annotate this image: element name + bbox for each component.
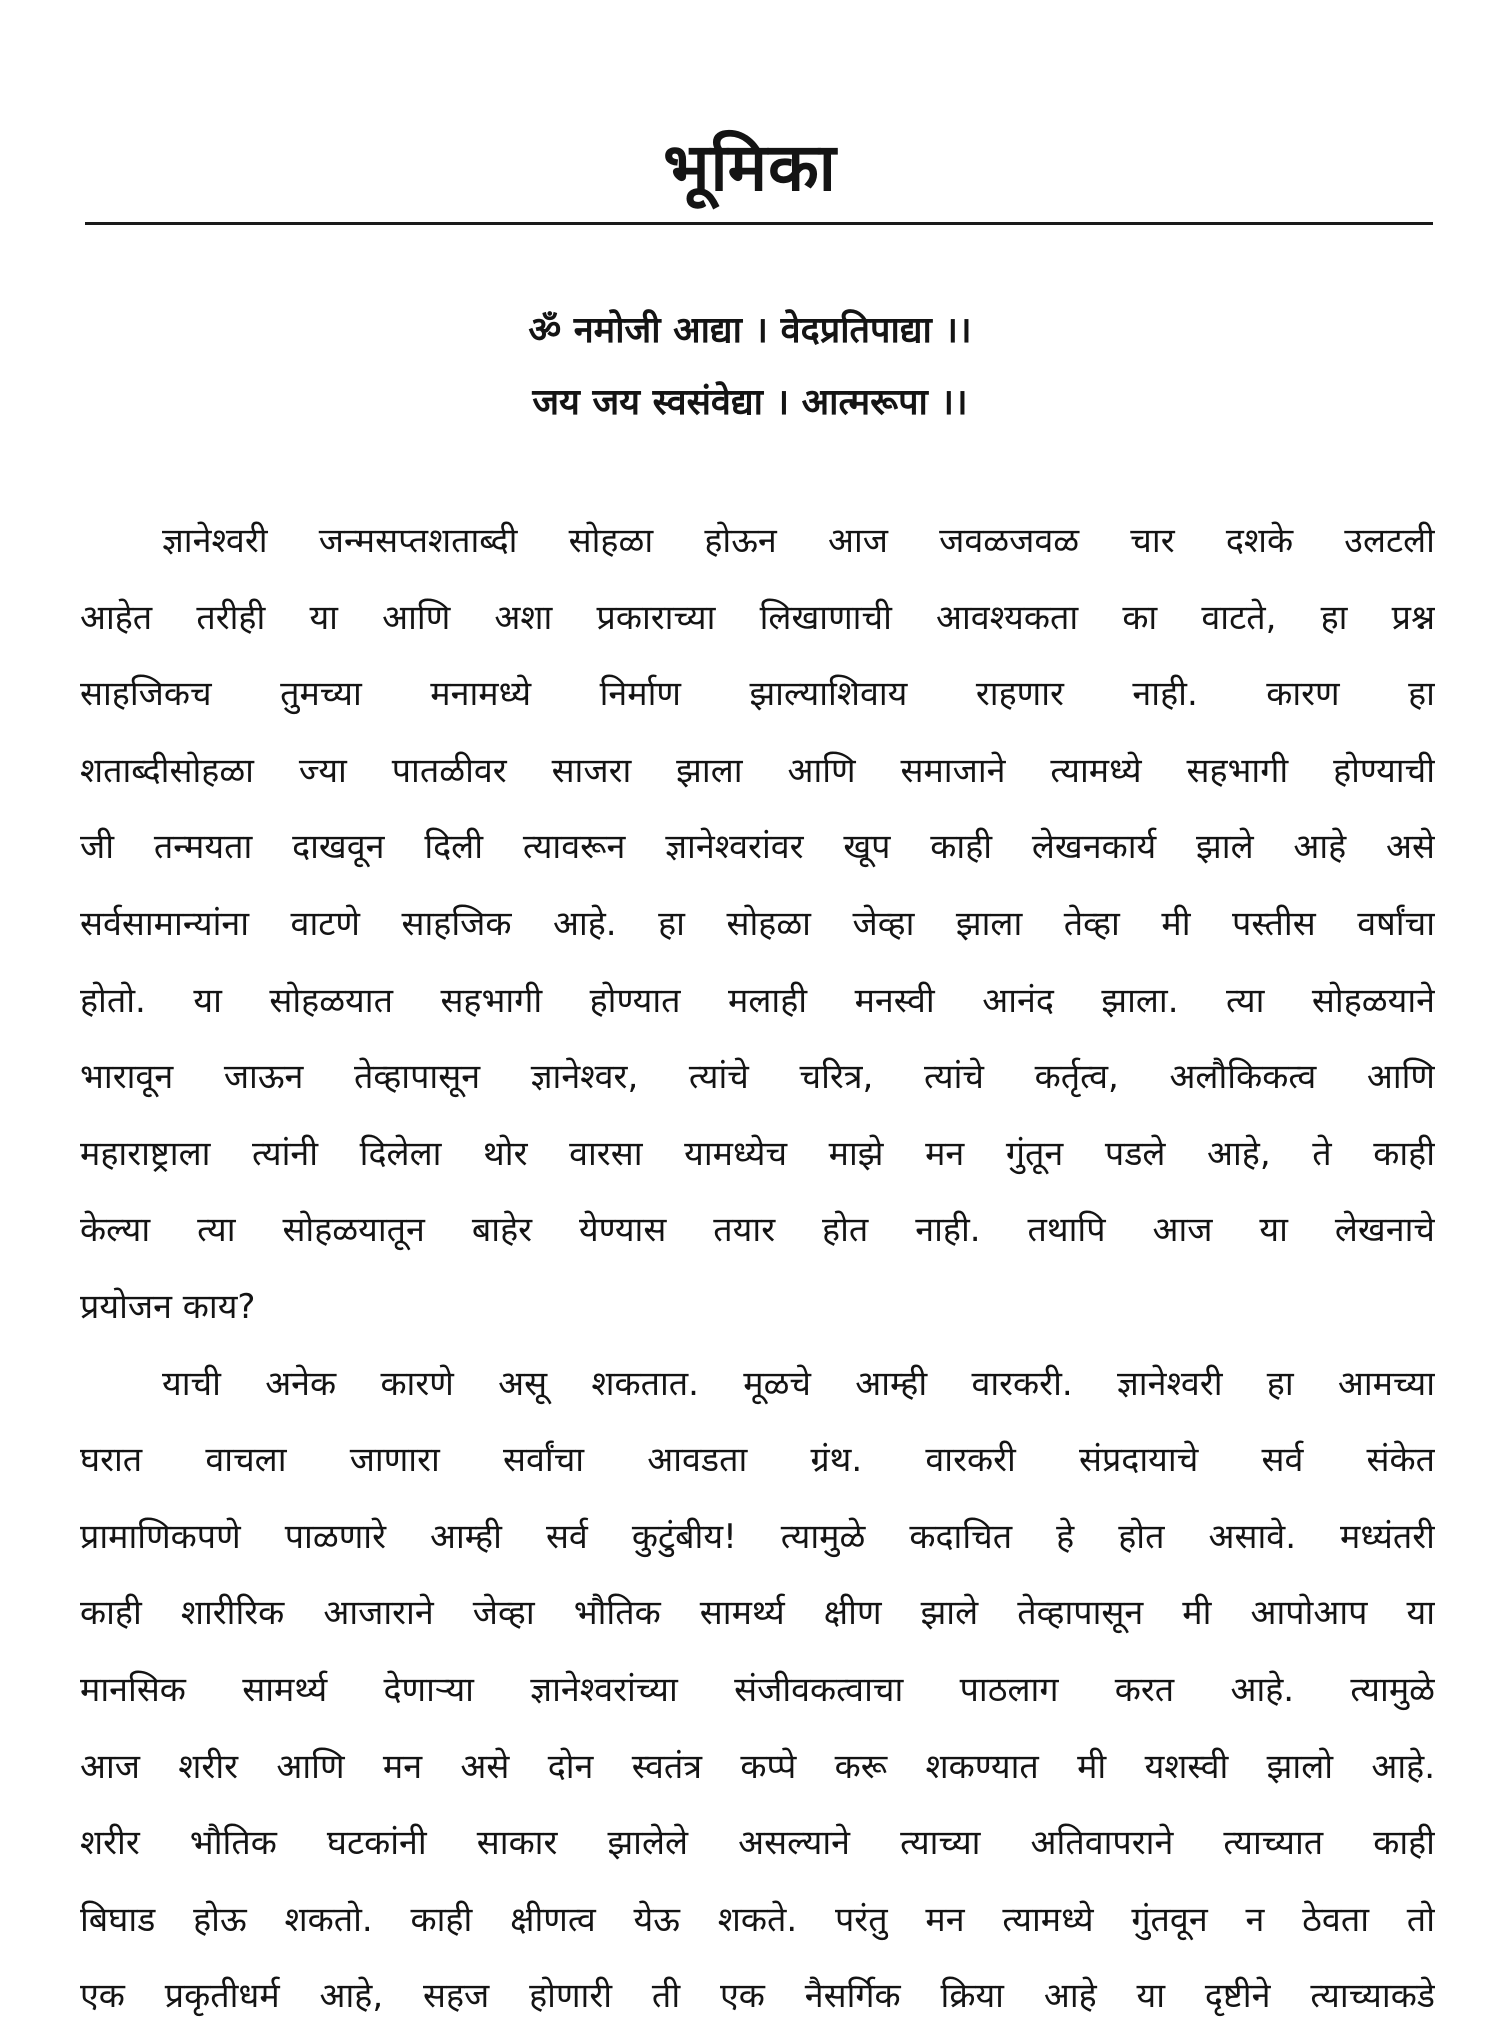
text-line: याची अनेक कारणे असू शकतात. मूळचे आम्ही वारकरी. ज्ञानेश्वरी हा आमच्या <box>162 1363 1435 1404</box>
text-line: बिघाड होऊ शकतो. काही क्षीणत्व येऊ शकते. परंतु मन त्यामध्ये गुंतवून न ठेवता तो <box>80 1899 1435 1940</box>
text-line: मानसिक सामर्थ्य देणाऱ्या ज्ञानेश्वरांच्या संजीवकत्वाचा पाठलाग करत आहे. त्यामुळे <box>80 1669 1435 1710</box>
paragraph-2 <box>80 1346 1435 2035</box>
text-line: केल्या त्या सोहळयातून बाहेर येण्यास तयार होत नाही. तथापि आज या लेखनाचे <box>80 1210 1435 1251</box>
text-line: घरात वाचला जाणारा सर्वांचा आवडता ग्रंथ. वारकरी संप्रदायाचे सर्व संकेत <box>80 1440 1435 1481</box>
text-line: साहजिकच तुमच्या मनामध्ये निर्माण झाल्याशिवाय राहणार नाही. कारण हा <box>80 674 1435 715</box>
text-line: आज शरीर आणि मन असे दोन स्वतंत्र कप्पे करू शकण्यात मी यशस्वी झालो आहे. <box>80 1746 1435 1787</box>
text-line: महाराष्ट्राला त्यांनी दिलेला थोर वारसा यामध्येच माझे मन गुंतून पडले आहे, ते काही <box>80 1133 1435 1174</box>
text-line: भारावून जाऊन तेव्हापासून ज्ञानेश्वर, त्यांचे चरित्र, त्यांचे कर्तृत्व, अलौकिकत्व आणि <box>80 1057 1435 1098</box>
chapter-title: भूमिका <box>663 129 837 206</box>
text-line: शताब्दीसोहळा ज्या पातळीवर साजरा झाला आणि समाजाने त्यामध्ये सहभागी होण्याची <box>80 750 1435 791</box>
text-line: शरीर भौतिक घटकांनी साकार झालेले असल्याने त्याच्या अतिवापराने त्याच्यात काही <box>80 1823 1435 1864</box>
body-text <box>80 503 1435 2035</box>
text-line: प्रामाणिकपणे पाळणारे आम्ही सर्व कुटुंबीय! त्यामुळे कदाचित हे होत असावे. मध्यंतरी <box>80 1516 1435 1557</box>
invocation-verses <box>0 295 1500 439</box>
text-line: जी तन्मयता दाखवून दिली त्यावरून ज्ञानेश्वरांवर खूप काही लेखनकार्य झाले आहे असे <box>80 827 1435 868</box>
text-line: आहेत तरीही या आणि अशा प्रकाराच्या लिखाणाची आवश्यकता का वाटते, हा प्रश्न <box>80 597 1435 638</box>
invocation-line: जय जय स्वसंवेद्या । आत्मरूपा ।। <box>532 382 968 423</box>
text-line: सर्वसामान्यांना वाटणे साहजिक आहे. हा सोहळा जेव्हा झाला तेव्हा मी पस्तीस वर्षांचा <box>80 903 1435 944</box>
invocation-line: ॐ नमोजी आद्या । वेदप्रतिपाद्या ।। <box>528 310 972 351</box>
text-line: प्रयोजन काय? <box>80 1286 256 1327</box>
text-line: होतो. या सोहळयात सहभागी होण्यात मलाही मनस्वी आनंद झाला. त्या सोहळयाने <box>80 980 1435 1021</box>
text-line: ज्ञानेश्वरी जन्मसप्तशताब्दी सोहळा होऊन आज जवळजवळ चार दशके उलटली <box>162 521 1435 561</box>
paragraph-1 <box>80 503 1435 1346</box>
title-underline <box>85 222 1433 225</box>
text-line: काही शारीरिक आजाराने जेव्हा भौतिक सामर्थ्य क्षीण झाले तेव्हापासून मी आपोआप या <box>80 1593 1435 1634</box>
text-line: एक प्रकृतीधर्म आहे, सहज होणारी ती एक नैसर्गिक क्रिया आहे या दृष्टीने त्याच्याकडे <box>80 1976 1435 2017</box>
